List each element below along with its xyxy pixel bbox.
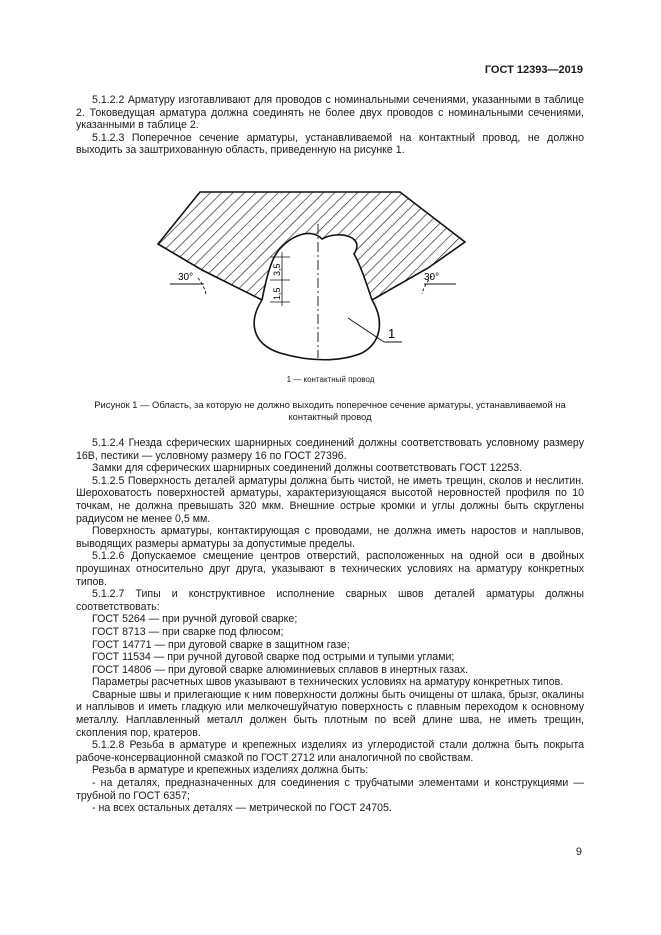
paragraph: 5.1.2.7 Типы и конструктивное исполнение сварных швов деталей арматуры должны соответствовать:: [76, 588, 584, 613]
contact-wire-profile: [254, 300, 379, 360]
dimension-upper-label: 3,5: [272, 263, 282, 276]
figure-legend: 1 — контактный провод: [286, 375, 375, 384]
paragraph: - на деталях, предназначенных для соединения с трубчатыми элементами и конструкциями — трубной по ГОСТ 6357;: [76, 777, 584, 802]
dimension-lower-label: 1,5: [272, 287, 282, 300]
paragraph: Замки для сферических шарнирных соединений должны соответствовать ГОСТ 12253.: [92, 462, 523, 475]
paragraph: Резьба в арматуре и крепежных изделиях должна быть:: [92, 764, 369, 777]
text-block-bottom: [76, 437, 584, 815]
paragraph-5-1-2-2: 5.1.2.2 Арматуру изготавливают для проводов с номинальными сечениями, указанными в таблице 2. Токоведущая арматура должна соединять не более двух проводов с номинальными сечениями, указанными в таблице 2.: [76, 94, 584, 132]
paragraph: 5.1.2.8 Резьба в арматуре и крепежных изделиях из углеродистой стали должна быть покрыта рабоче-консервационной смазкой по ГОСТ 2712 или аналогичной по свойствам.: [76, 739, 584, 764]
paragraph: ГОСТ 14806 — при дуговой сварке алюминиевых сплавов в инертных газах.: [92, 663, 469, 676]
figure-contact-wire-area: [140, 172, 540, 372]
figure-caption: Рисунок 1 — Область, за которую не должно выходить поперечное сечение арматуры, устанавливаемой на контактный провод: [94, 399, 566, 422]
figure-drawing: [140, 172, 540, 372]
paragraph: ГОСТ 11534 — при ручной дуговой сварке под острыми и тупыми углами;: [92, 651, 455, 664]
hatched-area: [158, 192, 465, 300]
paragraph: - на всех остальных деталях — метрической по ГОСТ 24705.: [92, 802, 392, 815]
angle-right-label: 30°: [424, 272, 440, 283]
paragraph: ГОСТ 5264 — при ручной дуговой сварке;: [92, 613, 298, 626]
paragraph: 5.1.2.6 Допускаемое смещение центров отверстий, расположенных на одной оси в двойных проушинах относительно друг друга, указывают в технических условиях на арматуру конкретных типов.: [76, 550, 584, 588]
text-block-top: [76, 94, 584, 157]
angle-left-label: 30°: [178, 272, 194, 283]
paragraph: Параметры расчетных швов указывают в технических условиях на арматуру конкретных типов.: [92, 676, 564, 689]
paragraph: 5.1.2.4 Гнезда сферических шарнирных соединений должны соответствовать условному размеру 16В, пестики — условному размеру 16 по ГОСТ 27396.: [76, 437, 584, 462]
callout-number: 1: [388, 326, 396, 341]
document-header: ГОСТ 12393—2019: [484, 64, 583, 76]
paragraph: 5.1.2.5 Поверхность деталей арматуры должна быть чистой, не иметь трещин, сколов и неслитин. Шероховатость поверхностей арматуры, характеризующаяся высотой неровностей профиля по 10 точкам, не должна превышать 320 мкм. Внешние острые кромки и углы должны быть скруглены радиусом не менее 0,5 мм.: [76, 474, 584, 525]
paragraph: Поверхность арматуры, контактирующая с проводами, не должна иметь наростов и наплывов, выводящих размеры арматуры за допустимые пределы.: [76, 525, 584, 550]
paragraph: ГОСТ 14771 — при дуговой сварке в защитном газе;: [92, 638, 350, 651]
page-number: 9: [575, 846, 582, 858]
paragraph-5-1-2-3: 5.1.2.3 Поперечное сечение арматуры, устанавливаемой на контактный провод, не должно выходить за заштрихованную область, приведенную на рисунке 1.: [76, 131, 584, 157]
paragraph: Сварные швы и прилегающие к ним поверхности должны быть очищены от шлака, брызг, окалины и наплывов и иметь гладкую или мелкочешуйчатую поверхность с плавным переходом к основному металлу. Наплавленный металл должен быть плотным по всей длине шва, не иметь трещин, скопления пор, кратеров.: [76, 688, 584, 739]
paragraph: ГОСТ 8713 — при сварке под флюсом;: [92, 625, 284, 638]
